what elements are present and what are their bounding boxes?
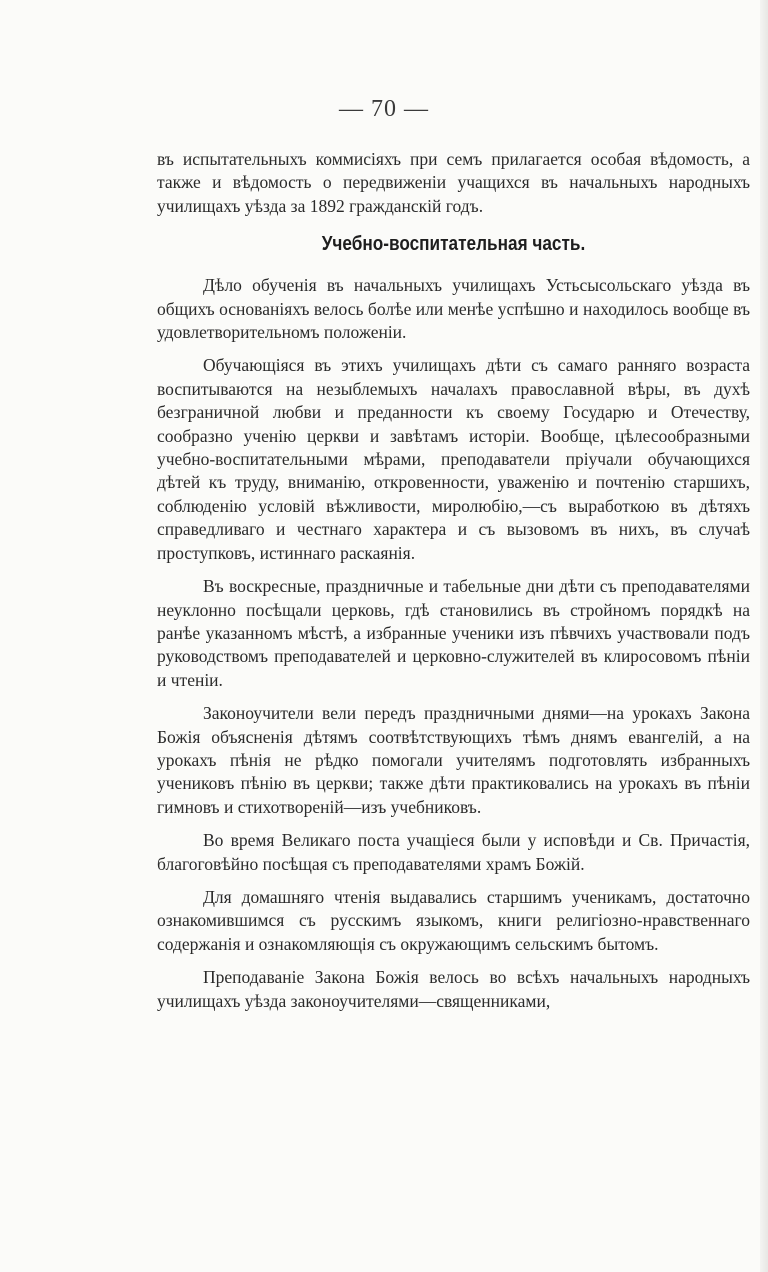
paragraph: Преподаваніе Закона Божія велось во всѣхъ начальныхъ народныхъ училищахъ уѣзда законоучителями—священниками, — [157, 967, 750, 1011]
section-heading: Учебно-воспитательная часть. — [321, 233, 586, 256]
body-text — [157, 148, 750, 1013]
page-number: — 70 — — [339, 96, 429, 122]
paragraph: Обучающіяся въ этихъ училищахъ дѣти съ самаго ранняго возраста воспитываются на незыблемыхъ началахъ православной вѣры, въ духѣ безграничной любви и преданности къ своему Государю и Отечеству, сообразно ученію церкви и завѣтамъ исторіи. Вообще, цѣлесообразными учебно-воспитательными мѣрами, преподаватели пріучали обучающихся дѣтей къ труду, вниманію, откровенности, уваженію и почтенію старшихъ, соблюденію условій вѣжливости, миролюбію,—съ выработкою въ дѣтяхъ справедливаго и честнаго характера и съ вызовомъ въ нихъ, въ случаѣ проступковъ, истиннаго раскаянія. — [157, 355, 750, 563]
paragraph: Законоучители вели передъ праздничными днями—на урокахъ Закона Божія объясненія дѣтямъ соотвѣтствующихъ тѣмъ днямъ евангелій, а на урокахъ пѣнія не рѣдко помогали учителямъ подготовлять избранныхъ учениковъ пѣнію въ церкви; также дѣти практиковались на урокахъ въ пѣніи гимновъ и стихотвореній—изъ учебниковъ. — [157, 703, 750, 817]
paragraph: Въ воскресные, праздничные и табельные дни дѣти съ преподавателями неуклонно посѣщали церковь, гдѣ становились въ стройномъ порядкѣ на ранѣе указанномъ мѣстѣ, а избранные ученики изъ пѣвчихъ участвовали подъ руководствомъ преподавателей и церковно-служителей въ клиросовомъ пѣніи и чтеніи. — [157, 576, 750, 690]
page-edge — [760, 0, 768, 1272]
paragraph: Во время Великаго поста учащіеся были у исповѣди и Св. Причастія, благоговѣйно посѣщая съ преподавателями храмъ Божій. — [157, 830, 750, 874]
paragraph-continuation: въ испытательныхъ коммисіяхъ при семъ прилагается особая вѣдомость, а также и вѣдомость о передвиженіи учащихся въ начальныхъ народныхъ училищахъ уѣзда за 1892 гражданскій годъ. — [157, 149, 750, 216]
paragraph: Дѣло обученія въ начальныхъ училищахъ Устьсысольскаго уѣзда въ общихъ основаніяхъ велось болѣе или менѣе успѣшно и находилось вообще въ удовлетворительномъ положеніи. — [157, 275, 750, 343]
paragraph: Для домашняго чтенія выдавались старшимъ ученикамъ, достаточно ознакомившимся съ русскимъ языкомъ, книги религіозно-нравственнаго содержанія и ознакомляющія съ окружающимъ сельскимъ бытомъ. — [157, 886, 750, 954]
